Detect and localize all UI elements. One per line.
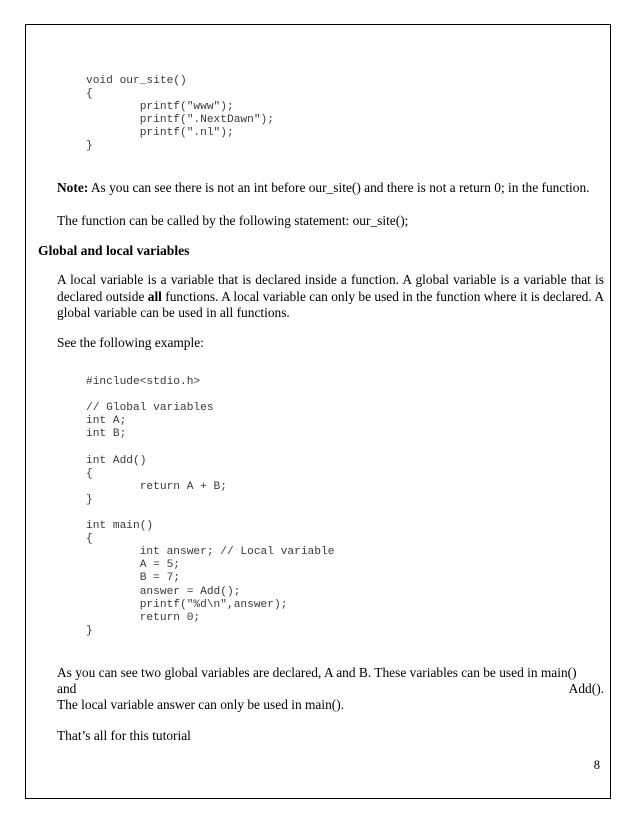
explanation-line-2 [57, 681, 604, 698]
page-number: 8 [593, 758, 600, 772]
definition-part2: functions. A local variable can only be used in the function where it is declared. A global variable can be used in all functions. [57, 288, 604, 320]
explanation-add: Add(). [568, 681, 604, 696]
code-block-example: #include<stdio.h> // Global variables int A; int B; int Add() { return A + B; } int main() { int answer; // Local variable A = 5; B = 7; answer = Add(); printf("%d\n",answer); return 0; } [86, 376, 335, 637]
code-block-our-site: void our_site() { printf("www"); printf(".NextDawn"); printf(".nl"); } [86, 75, 274, 153]
definition-paragraph [57, 272, 604, 322]
closing-sentence: That’s all for this tutorial [57, 728, 191, 743]
note-label: Note: [57, 180, 89, 195]
definition-part1: A local variable is a variable that is declared inside a function. A global variable is a variable that is declared outside [57, 272, 604, 304]
explanation-line-3: The local variable answer can only be used in main(). [57, 697, 345, 712]
definition-bold: all [147, 288, 162, 304]
explanation-line-1: As you can see two global variables are declared, A and B. These variables can be used in main() [57, 665, 577, 680]
note-text: As you can see there is not an int before our_site() and there is not a return 0; in the function. [88, 180, 590, 195]
section-heading: Global and local variables [38, 243, 190, 258]
example-intro: See the following example: [57, 335, 204, 350]
note-paragraph [57, 180, 604, 197]
explanation-and: and [57, 681, 77, 696]
call-sentence: The function can be called by the following statement: our_site(); [57, 213, 409, 228]
